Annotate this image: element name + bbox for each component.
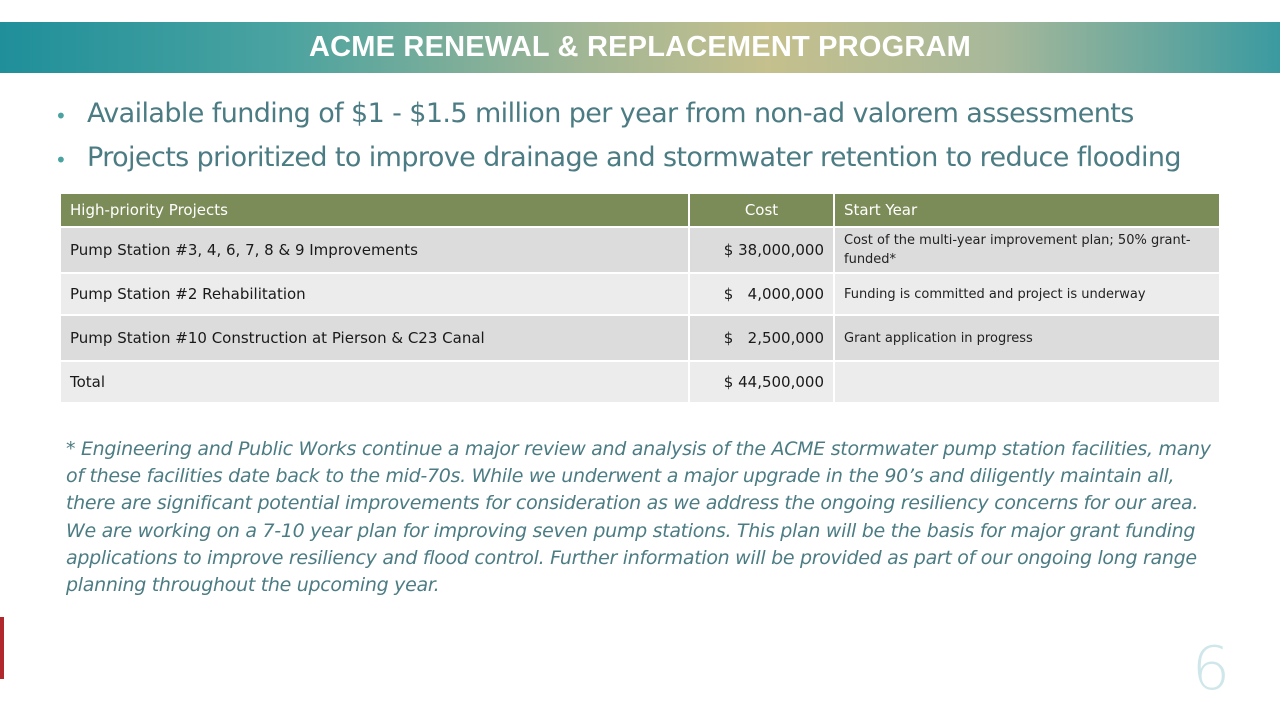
bullet-icon: • (55, 104, 67, 128)
bullet-text: Available funding of $1 - $1.5 million per year from non-ad valorem assessments (87, 98, 1134, 129)
projects-table (61, 194, 1221, 402)
bullet-text: Projects prioritized to improve drainage and stormwater retention to reduce flooding (87, 142, 1181, 173)
project-note: Funding is committed and project is underway (834, 273, 1220, 315)
total-cost: $ 44,500,000 (689, 361, 834, 402)
header-project: High-priority Projects (61, 194, 689, 227)
project-cost: $ 38,000,000 (689, 227, 834, 273)
table-header-row (61, 194, 1220, 227)
table-row (61, 227, 1220, 273)
bullet-item (55, 98, 1255, 142)
bullet-icon: • (55, 148, 67, 172)
table-total-row (61, 361, 1220, 402)
total-note (834, 361, 1220, 402)
project-name: Pump Station #2 Rehabilitation (61, 273, 689, 315)
header-cost: Cost (689, 194, 834, 227)
project-name: Pump Station #10 Construction at Pierson & C23 Canal (61, 315, 689, 361)
footnote: * Engineering and Public Works continue a major review and analysis of the ACME stormwater pump station facilities, many of these facilities date back to the mid-70s. While we underwent a major upgrade in the 90’s and diligently maintain all, there are significant potential improvements for consideration as we address the ongoing resiliency concerns for our area. We are working on a 7-10 year plan for improving seven pump stations. This plan will be the basis for major grant funding applications to improve resiliency and flood control. Further information will be provided as part of our ongoing long range planning throughout the upcoming year. (66, 438, 1211, 597)
table-row (61, 273, 1220, 315)
project-cost: $ 2,500,000 (689, 315, 834, 361)
header-start-year: Start Year (834, 194, 1220, 227)
left-accent-bar (0, 617, 4, 679)
table-row (61, 315, 1220, 361)
project-note: Cost of the multi-year improvement plan; 50% grant-funded* (834, 227, 1220, 273)
project-cost: $ 4,000,000 (689, 273, 834, 315)
bullet-list (55, 98, 1255, 186)
title-bar (0, 22, 1280, 73)
project-note: Grant application in progress (834, 315, 1220, 361)
page-number: 6 (1191, 634, 1230, 704)
project-name: Pump Station #3, 4, 6, 7, 8 & 9 Improvements (61, 227, 689, 273)
slide-title: ACME RENEWAL & REPLACEMENT PROGRAM (308, 31, 971, 63)
total-label: Total (61, 361, 689, 402)
bullet-item (55, 142, 1255, 186)
